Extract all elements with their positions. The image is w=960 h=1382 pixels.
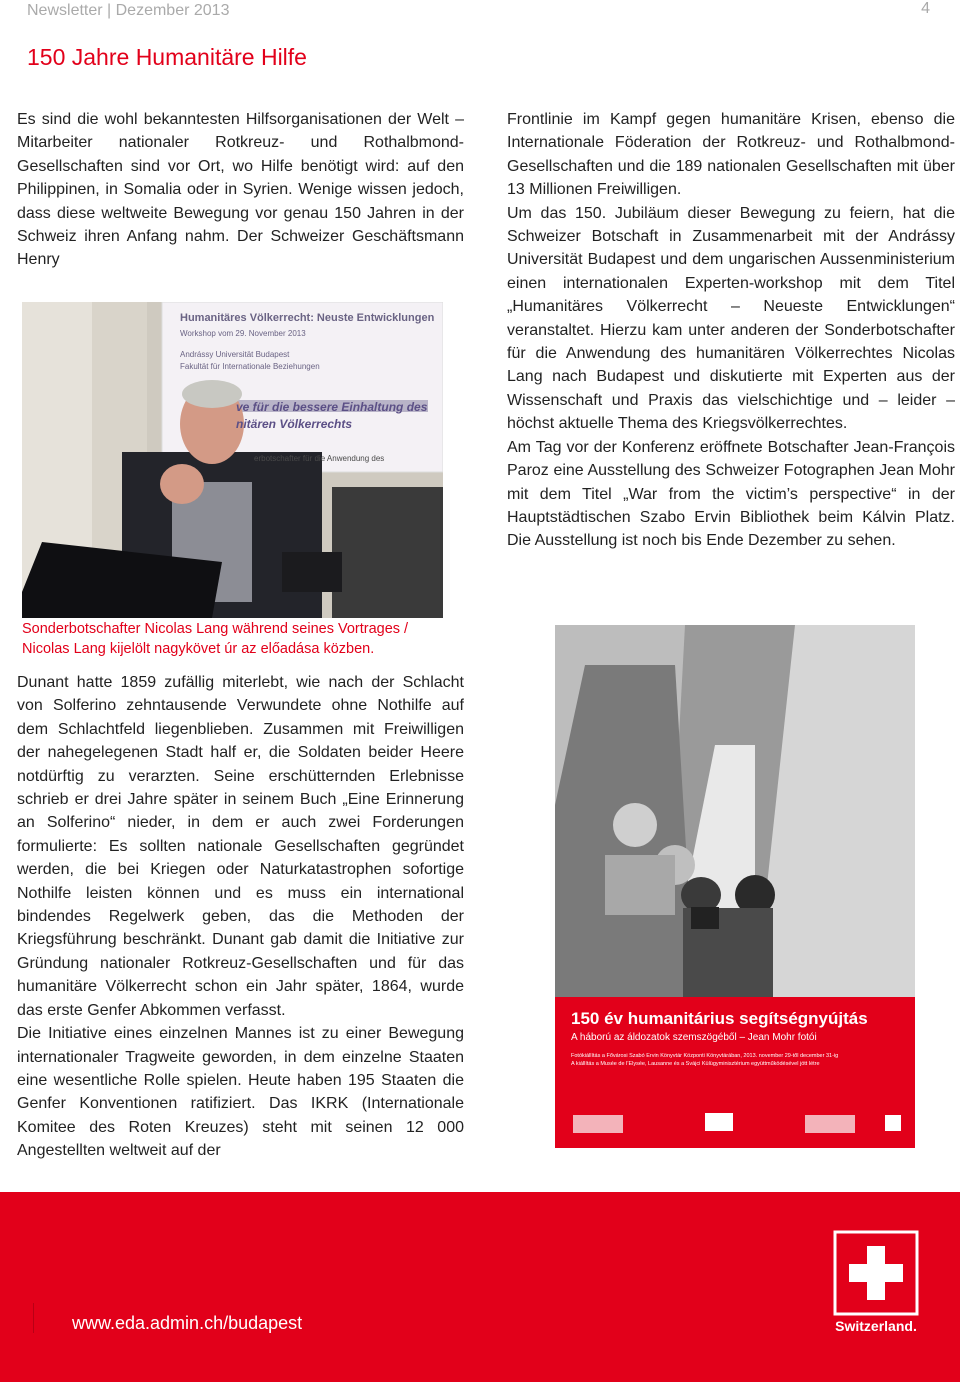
screen-big-text: ve für die bessere Einhaltung des (236, 400, 428, 414)
photo-caption (22, 619, 452, 659)
poster-small-text: Fotókiállítás a Fővárosi Szabó Ervin Könyvtár Központi Könyvtárában, 2013. november 29-től december 31-ig (571, 1053, 839, 1059)
paragraph: Es sind die wohl bekanntesten Hilfsorganisationen der Welt – Mitarbeiter nationaler Rotkreuz- und Rothalbmond-Gesellschaften sind vor Ort, wo Hilfe benötigt wird: auf den Philippinen, in Somalia oder in Syrien. Wenige wissen jedoch, dass diese weltweite Bewegung vor genau 150 Jahren in der Schweiz ihren Anfang nahm. Der Schweizer Geschäftsmann Henry (17, 111, 464, 269)
screen-small-text: erbotschafter für die Anwendung des (254, 454, 385, 463)
page-number: 4 (921, 0, 930, 17)
paragraph: Um das 150. Jubiläum dieser Bewegung zu feiern, hat die Schweizer Botschaft in Zusammenarbeit mit der Andrássy Universität Budapest und dem ungarischen Aussenministerium einen internationalen Experten-workshop mit dem Titel „Humanitäres Völkerrecht – Neueste Entwicklungen“ veranstaltet. Hierzu kam unter anderen der Sonderbotschafter für die Anwendung des humanitären Völkerrechtes Nicolas Lang nach Budapest und diskutierte mit Experten aus der Wissenschaft und Praxis das vielschichtige und – leider – höchst aktuelle Thema des Kriegsvölkerrechtes. (507, 204, 955, 433)
newsletter-header: Newsletter | Dezember 2013 (27, 2, 230, 19)
column-right (507, 108, 955, 553)
poster-small-text-2: A kiállítás a Musée de l’Elysée, Lausanne és a Svájci Külügyminisztérium együttműködésével jött létre (571, 1061, 820, 1067)
paragraph: Am Tag vor der Konferenz eröffnete Botschafter Jean-François Paroz eine Ausstellung des Schweizer Fotographen Jean Mohr mit dem Titel „War from the victim’s perspective“ in der Hauptstädtischen Szabo Ervin Bibliothek beim Kálvin Platz. Die Ausstellung ist noch bis Ende Dezember zu sehen. (507, 438, 955, 550)
paragraph: Frontlinie im Kampf gegen humanitäre Krisen, ebenso die Internationale Föderation der Rotkreuz- und Rothalbmond-Gesellschaften und die 189 nationalen Gesellschaften mit über 13 Millionen Freiwilligen. (507, 111, 955, 199)
switzerland-logo-text: Switzerland. (835, 1318, 917, 1334)
paragraph: Dunant hatte 1859 zufällig miterlebt, wie nach der Schlacht von Solferino zehntausende Verwundete ohne Nothilfe auf dem Schlachtfeld liegenblieben. Zusammen mit Freiwilligen der nahegelegenen Stadt half er, die Soldaten beider Heere notdürftig zu verarzten. Seine erschütternden Erlebnisse schrieb er drei Jahre später in seinem Buch „Eine Erinnerung an Solferino“ nieder, in dem er auch zwei Forderungen formulierte: Es sollten nationale Gesellschaften gegründet werden, die bei Kriegen oder Naturkatastrophen sofortige Nothilfe leisten können und es muss ein international bindendes Regelwerk geben, das die Methoden der Kriegsführung beschränkt. Dunant gab damit die Initiative zur Gründung nationaler Rotkreuz-Gesellschaften und für das humanitäre Völkerrecht schon ein Jahr später, 1864, wurde das erste Genfer Abkommen verfasst. (17, 674, 464, 1019)
article-title: 150 Jahre Humanitäre Hilfe (27, 44, 307, 70)
footer-url-link[interactable]: www.eda.admin.ch/budapest (72, 1313, 303, 1333)
screen-heading: Humanitäres Völkerrecht: Neuste Entwicklungen (180, 312, 435, 324)
screen-faculty: Fakultät für Internationale Beziehungen (180, 362, 320, 371)
footer-band (0, 1192, 960, 1382)
exhibition-poster (555, 625, 915, 1148)
screen-uni: Andrássy Universität Budapest (180, 350, 290, 359)
paragraph: Die Initiative eines einzelnen Mannes ist zu einer Bewegung internationaler Tragweite geworden, in dem einzelne Staaten eine wesentliche Rolle spielen. Heute haben 195 Staaten die Genfer Konventionen ratifiziert. Das IKRK (Internationale Komitee des Roten Kreuzes) steht mit seinen 12 000 Angestellten weltweit auf der (17, 1025, 464, 1160)
screen-big-text-2: nitären Völkerrechts (236, 417, 353, 431)
poster-title: 150 év humanitárius segítségnyújtás (571, 1009, 868, 1028)
column-left-bottom (17, 671, 464, 1163)
screen-workshop: Workshop vom 29. November 2013 (180, 329, 306, 338)
speaker-photo (22, 302, 443, 618)
caption-line: Sonderbotschafter Nicolas Lang während seines Vortrages / (22, 621, 409, 637)
poster-subtitle: A háború az áldozatok szemszögéből – Jean Mohr fotói (571, 1032, 817, 1043)
footer-divider (33, 1303, 34, 1333)
caption-line: Nicolas Lang kijelölt nagykövet úr az előadása közben. (22, 641, 375, 657)
column-left-top (17, 108, 464, 272)
